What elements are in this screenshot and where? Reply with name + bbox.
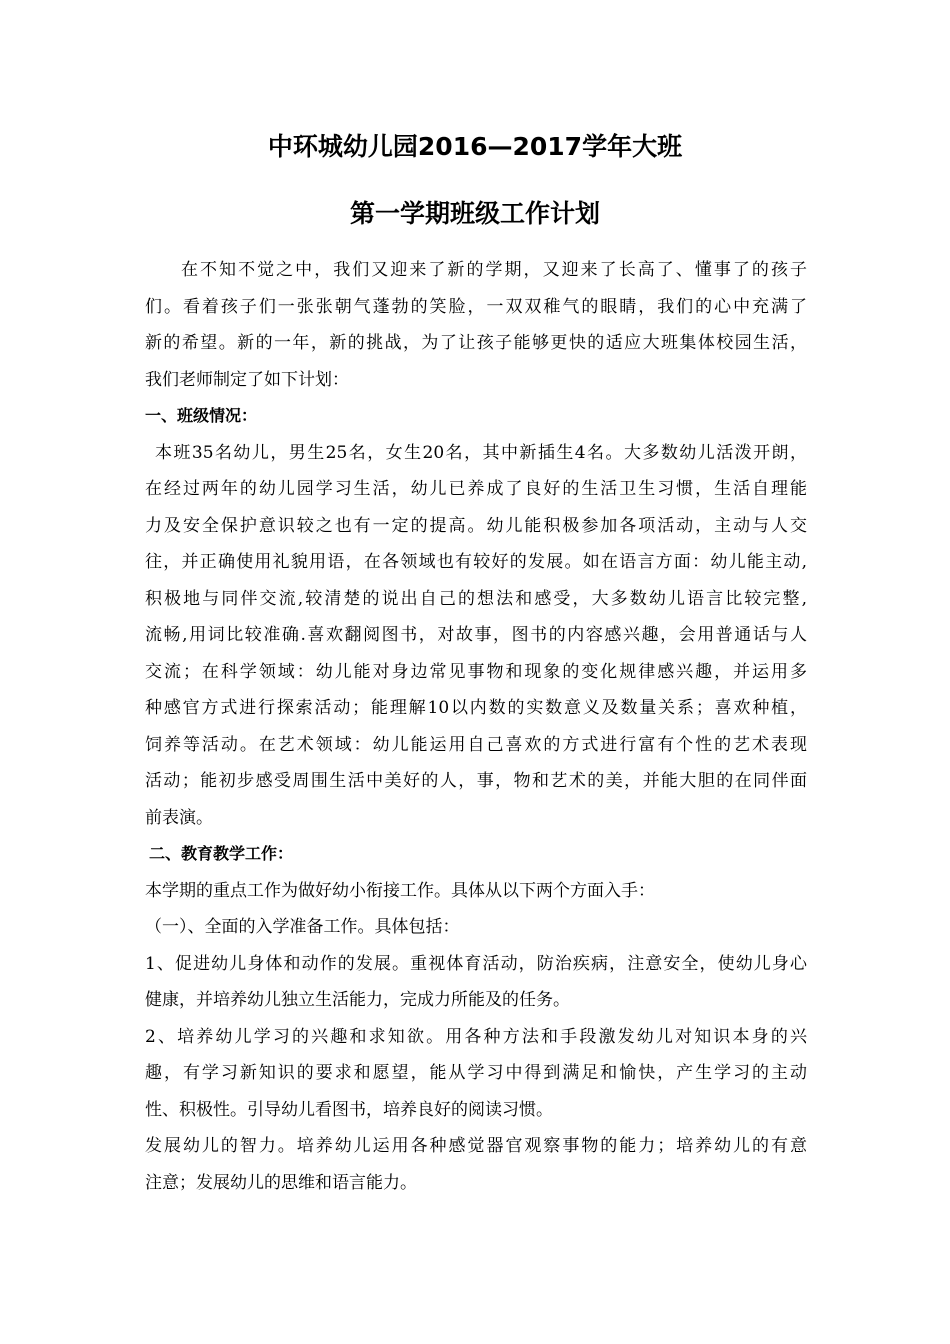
paragraph-line: 在不知不觉之中，我们又迎来了新的学期，又迎来了长高了、懂事了的孩子 <box>181 260 807 280</box>
paragraph-line: 力及安全保护意识较之也有一定的提高。幼儿能积极参加各项活动，主动与人交 <box>145 515 807 536</box>
paragraph-line: 趣，有学习新知识的要求和愿望，能从学习中得到满足和愉快，产生学习的主动 <box>145 1063 807 1083</box>
paragraph-line: 在经过两年的幼儿园学习生活，幼儿已养成了良好的生活卫生习惯，生活自理能 <box>145 479 807 499</box>
paragraph-line: 本学期的重点工作为做好幼小衔接工作。具体从以下两个方面入手： <box>145 880 655 901</box>
paragraph-line: 我们老师制定了如下计划： <box>145 369 349 390</box>
paragraph-line: 1、促进幼儿身体和动作的发展。重视体育活动，防治疾病，注意安全，使幼儿身心 <box>145 953 807 974</box>
paragraph-line: 性、积极性。引导幼儿看图书，培养良好的阅读习惯。 <box>145 1099 553 1120</box>
paragraph-line: 饲养等活动。在艺术领域：幼儿能运用自己喜欢的方式进行富有个性的艺术表现 <box>145 734 807 755</box>
document-title-line-2: 第一学期班级工作计划 <box>349 199 600 228</box>
paragraph-line: 前表演。 <box>145 807 213 828</box>
document-title-line-1: 中环城幼儿园2016—2017学年大班 <box>267 132 683 161</box>
subsection-heading: （一）、全面的入学准备工作。具体包括： <box>145 917 460 937</box>
paragraph-line: 积极地与同伴交流,较清楚的说出自己的想法和感受，大多数幼儿语言比较完整, <box>145 588 807 609</box>
paragraph-line: 往，并正确使用礼貌用语，在各领域也有较好的发展。如在语言方面：幼儿能主动, <box>145 552 807 572</box>
paragraph-line: 活动；能初步感受周围生活中美好的人，事，物和艺术的美，并能大胆的在同伴面 <box>145 771 807 791</box>
paragraph-line: 健康，并培养幼儿独立生活能力，完成力所能及的任务。 <box>145 990 570 1010</box>
paragraph-line: 们。看着孩子们一张张朝气蓬勃的笑脸，一双双稚气的眼睛，我们的心中充满了 <box>145 296 807 317</box>
paragraph-line: 新的希望。新的一年，新的挑战，为了让孩子能够更快的适应大班集体校园生活， <box>145 333 807 353</box>
section-heading: 一、班级情况： <box>145 406 258 425</box>
paragraph-line: 注意；发展幼儿的思维和语言能力。 <box>145 1172 417 1193</box>
paragraph-line: 交流；在科学领域：幼儿能对身边常见事物和现象的变化规律感兴趣，并运用多 <box>145 661 807 682</box>
paragraph-line: 发展幼儿的智力。培养幼儿运用各种感觉器官观察事物的能力；培养幼儿的有意 <box>145 1136 807 1156</box>
paragraph-line: 2、培养幼儿学习的兴趣和求知欲。用各种方法和手段激发幼儿对知识本身的兴 <box>145 1026 807 1047</box>
paragraph-line: 流畅,用词比较准确.喜欢翻阅图书，对故事，图书的内容感兴趣，会用普通话与人 <box>145 625 807 645</box>
paragraph-line: 本班35名幼儿，男生25名，女生20名，其中新插生4名。大多数幼儿活泼开朗， <box>155 442 807 463</box>
document-body <box>145 252 807 1201</box>
section-heading: 二、教育教学工作： <box>149 844 294 863</box>
paragraph-line: 种感官方式进行探索活动；能理解10以内数的实数意义及数量关系；喜欢种植， <box>145 698 807 718</box>
